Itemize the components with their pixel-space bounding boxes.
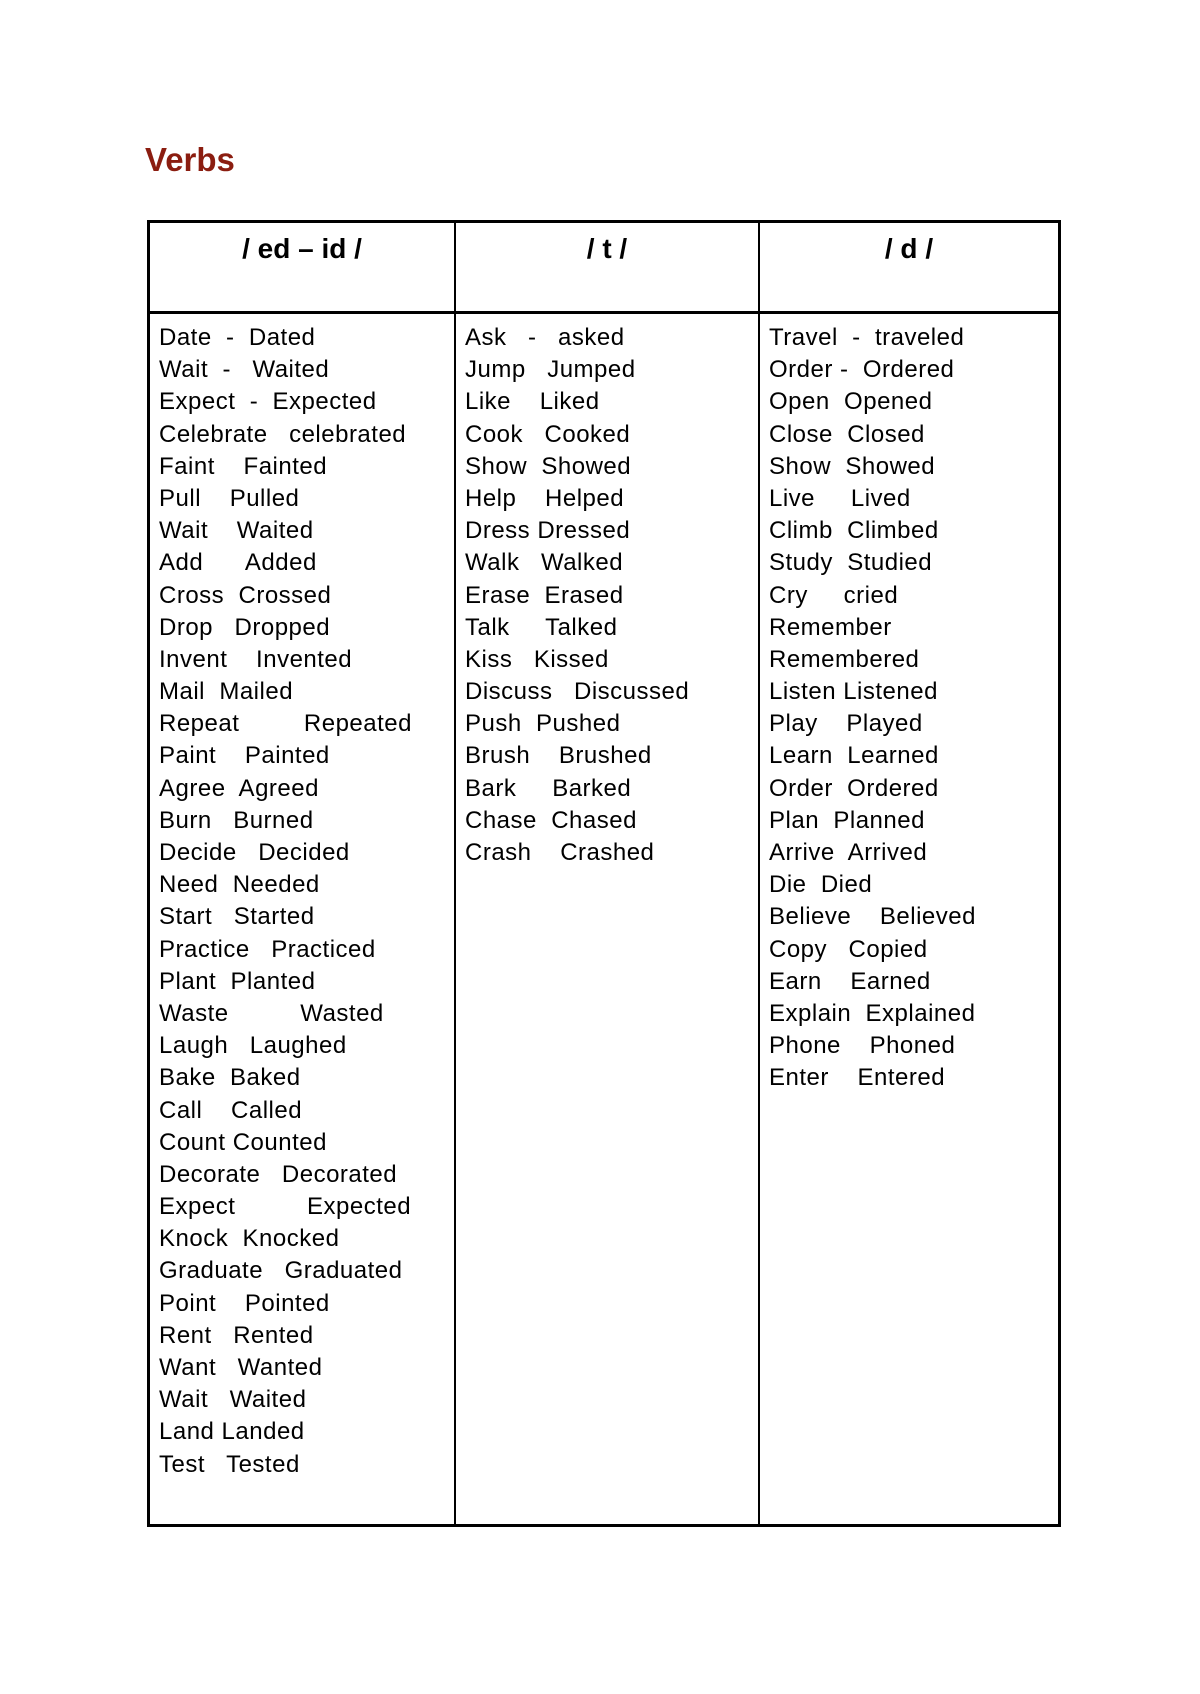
verb-pair: Need Needed bbox=[159, 871, 320, 899]
column-header-ed-id: / ed – id / bbox=[150, 223, 454, 314]
verb-pair: Decorate Decorated bbox=[159, 1160, 398, 1188]
verb-pair: Start Started bbox=[159, 903, 315, 931]
verb-pair: Kiss Kissed bbox=[465, 645, 609, 673]
verb-pair: Remember bbox=[769, 613, 892, 641]
verb-pair: Walk Walked bbox=[465, 549, 624, 577]
verb-pair: Open Opened bbox=[769, 388, 933, 416]
verb-pair: Close Closed bbox=[769, 420, 925, 448]
verb-pair: Push Pushed bbox=[465, 710, 621, 738]
verb-pair: Bark Barked bbox=[465, 774, 632, 802]
verb-pair: Crash Crashed bbox=[465, 839, 655, 866]
verb-pair: Show Showed bbox=[465, 452, 632, 480]
verb-pair: Climb Climbed bbox=[769, 517, 939, 545]
verb-pair: Jump Jumped bbox=[465, 356, 636, 384]
verb-pair: Study Studied bbox=[769, 549, 933, 577]
verb-pair: Expect - Expected bbox=[159, 388, 377, 416]
verb-pair: Copy Copied bbox=[769, 935, 928, 963]
verb-pair: Celebrate celebrated bbox=[159, 420, 407, 448]
verb-pair: Waste Wasted bbox=[159, 999, 384, 1027]
verb-pair: Show Showed bbox=[769, 452, 936, 480]
column-header-d: / d / bbox=[758, 223, 1058, 314]
verb-pair: Brush Brushed bbox=[465, 742, 652, 770]
verb-pair: Expect Expected bbox=[159, 1193, 412, 1221]
verb-pair: Knock Knocked bbox=[159, 1225, 340, 1253]
verb-pair: Talk Talked bbox=[465, 613, 618, 641]
verb-pair: Faint Fainted bbox=[159, 452, 328, 480]
verb-pair: Discuss Discussed bbox=[465, 678, 690, 706]
column-body-ed-id bbox=[150, 314, 454, 1524]
verb-pair: Order - Ordered bbox=[769, 356, 955, 384]
verb-list-ed-id bbox=[159, 322, 454, 1481]
verb-pair: Agree Agreed bbox=[159, 774, 319, 802]
verb-pair: Live Lived bbox=[769, 484, 911, 512]
verb-pair: Cook Cooked bbox=[465, 420, 631, 448]
verb-pair: Chase Chased bbox=[465, 806, 637, 834]
verb-pair: Like Liked bbox=[465, 388, 600, 416]
verb-pair: Repeat Repeated bbox=[159, 710, 412, 738]
verb-pair: Burn Burned bbox=[159, 806, 314, 834]
page-title: Verbs bbox=[145, 141, 235, 178]
verb-pair: Rent Rented bbox=[159, 1321, 314, 1349]
verb-pair: Decide Decided bbox=[159, 839, 350, 866]
verb-pair: Ask - asked bbox=[465, 324, 625, 351]
verb-pair: Add Added bbox=[159, 549, 317, 577]
verb-pair: Bake Baked bbox=[159, 1064, 301, 1092]
verb-pair: Phone Phoned bbox=[769, 1032, 956, 1060]
verb-pair: Wait Waited bbox=[159, 1386, 307, 1414]
verb-pair: Die Died bbox=[769, 871, 873, 899]
verb-pair: Enter Entered bbox=[769, 1064, 946, 1092]
verb-pair: Wait Waited bbox=[159, 517, 314, 545]
verb-pair: Plan Planned bbox=[769, 806, 925, 834]
column-header-t: / t / bbox=[454, 223, 758, 314]
verb-pair: Play Played bbox=[769, 710, 923, 738]
verb-pair: Mail Mailed bbox=[159, 678, 294, 706]
column-body-t bbox=[454, 314, 758, 1524]
verb-pair: Wait - Waited bbox=[159, 356, 330, 384]
verb-pair: Land Landed bbox=[159, 1418, 305, 1446]
verb-pair: Invent Invented bbox=[159, 645, 353, 673]
verb-pair: Arrive Arrived bbox=[769, 839, 928, 866]
verbs-table bbox=[147, 220, 1061, 1527]
verb-pair: Count Counted bbox=[159, 1128, 327, 1156]
verb-pair: Travel - traveled bbox=[769, 324, 965, 351]
verb-pair: Explain Explained bbox=[769, 999, 976, 1027]
verb-pair: Test Tested bbox=[159, 1450, 300, 1478]
verb-list-d bbox=[769, 322, 1058, 1095]
verb-pair: Want Wanted bbox=[159, 1354, 323, 1381]
verb-pair: Cry cried bbox=[769, 581, 899, 609]
verb-pair: Order Ordered bbox=[769, 774, 939, 802]
verb-pair: Earn Earned bbox=[769, 967, 931, 995]
verb-pair: Drop Dropped bbox=[159, 613, 331, 641]
verb-pair: Help Helped bbox=[465, 484, 625, 512]
verb-pair: Pull Pulled bbox=[159, 484, 300, 512]
verb-pair: Point Pointed bbox=[159, 1289, 330, 1317]
verb-pair: Believe Believed bbox=[769, 903, 976, 931]
verb-pair: Listen Listened bbox=[769, 678, 938, 706]
verb-pair: Learn Learned bbox=[769, 742, 939, 770]
verb-pair: Plant Planted bbox=[159, 967, 316, 995]
verb-pair: Cross Crossed bbox=[159, 581, 332, 609]
verb-pair: Dress Dressed bbox=[465, 517, 631, 545]
verb-pair: Graduate Graduated bbox=[159, 1257, 403, 1285]
verb-pair: Laugh Laughed bbox=[159, 1032, 347, 1060]
column-body-d bbox=[758, 314, 1058, 1524]
verb-pair: Remembered bbox=[769, 645, 920, 673]
verb-pair: Erase Erased bbox=[465, 581, 624, 609]
verb-pair: Date - Dated bbox=[159, 324, 316, 351]
verb-list-t bbox=[465, 322, 758, 869]
verb-pair: Practice Practiced bbox=[159, 935, 376, 963]
verb-pair: Paint Painted bbox=[159, 742, 330, 770]
verb-pair: Call Called bbox=[159, 1096, 303, 1124]
